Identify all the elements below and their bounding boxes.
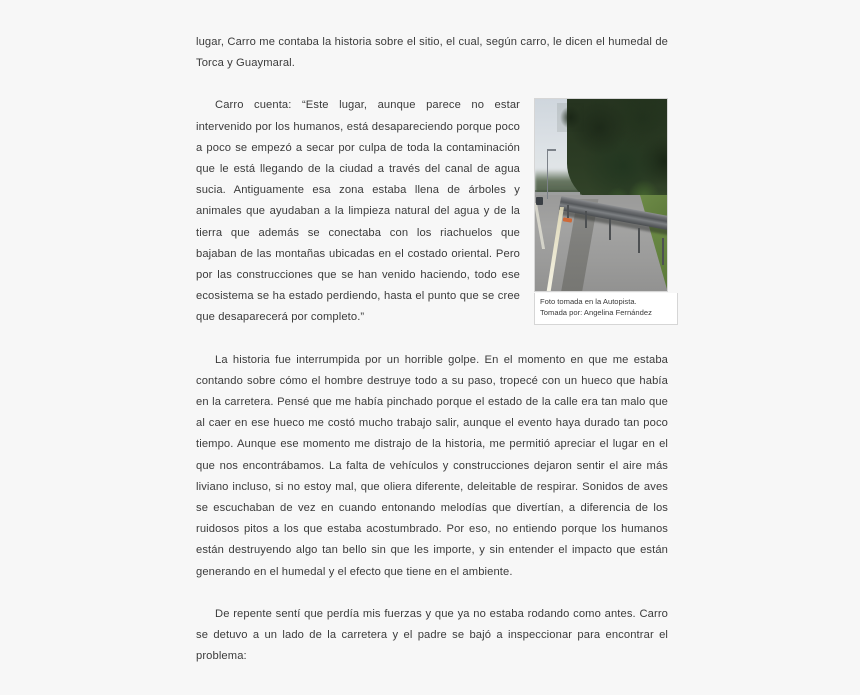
photo-light-pole-arm (547, 149, 556, 150)
figure-caption (534, 293, 678, 324)
paragraph-3: La historia fue interrumpida por un horrible golpe. En el momento en que me estaba contando sobre cómo el hombre destruye todo a su paso, tropecé con un hueco que había en la carretera. Pensé que me había pinchado porque el estado de la calle era tan malo que al caer en ese hueco me costó mucho trabajo salir, aunque el evento haya durado tan poco tiempo. Aunque ese momento me distrajo de la historia, me permitió apreciar el lugar en el que nos encontrábamos. La falta de vehículos y construcciones dejaron sentir el aire más liviano incluso, si no estoy mal, que oliera diferente, deleitable de respirar. Sonidos de aves se escuchaban de vez en cuando entonando melodías que divertían, a diferencia de los ruidosos pitos a los que estaba acostumbrado. Por eso, no entiendo porque los humanos están destruyendo algo tan bello sin que les importe, y sin entender el impacto que están generando en el humedal y el efecto que tiene en el ambiente. (196, 353, 668, 578)
document-body (196, 32, 668, 667)
photo-light-pole (547, 149, 548, 199)
paragraph-1: lugar, Carro me contaba la historia sobre el sitio, el cual, según carro, le dicen el humedal de Torca y Guaymaral. (196, 36, 668, 70)
paragraph-spacer (196, 583, 668, 604)
photo-guardrail-post (585, 211, 587, 228)
photo-overhanging-branch (557, 103, 583, 132)
caption-line-1: Foto tomada en la Autopista. (540, 297, 637, 307)
paragraph-4: De repente sentí que perdía mis fuerzas y que ya no estaba rodando como antes. Carro se detuvo a un lado de la carretera y el padre se bajó a inspeccionar para encontrar el problema: (196, 607, 668, 663)
figure-photo-autopista (534, 98, 668, 324)
photo-guardrail-post (567, 205, 569, 218)
photo-guardrail-post (638, 228, 640, 253)
photo-guardrail-post (609, 218, 611, 239)
photo-frame (534, 98, 668, 292)
photo-distant-vehicle (536, 197, 543, 205)
photo-road-guardrail (535, 99, 667, 291)
paragraph-2: Carro cuenta: “Este lugar, aunque parece no estar intervenido por los humanos, está desapareciendo porque poco a poco se empezó a secar por culpa de toda la contaminación que le está llegando de la ciudad a través del canal de agua sucia. Antiguamente esa zona estaba llena de árboles y animales que ayudaban a la limpieza natural del agua y de la tierra que además se conectaba con los riachuelos que bajaban de las montañas ubicadas en el costado oriental. Pero por las construcciones que se han venido haciendo, todo ese ecosistema se ha estado perdiendo, hasta el punto que se cree que desaparecerá por completo.” (196, 99, 520, 324)
photo-guardrail-post (662, 238, 664, 265)
paragraph-spacer (196, 329, 668, 350)
paragraph-spacer (196, 74, 668, 95)
caption-line-2: Tomada por: Angelina Fernández (540, 308, 652, 317)
